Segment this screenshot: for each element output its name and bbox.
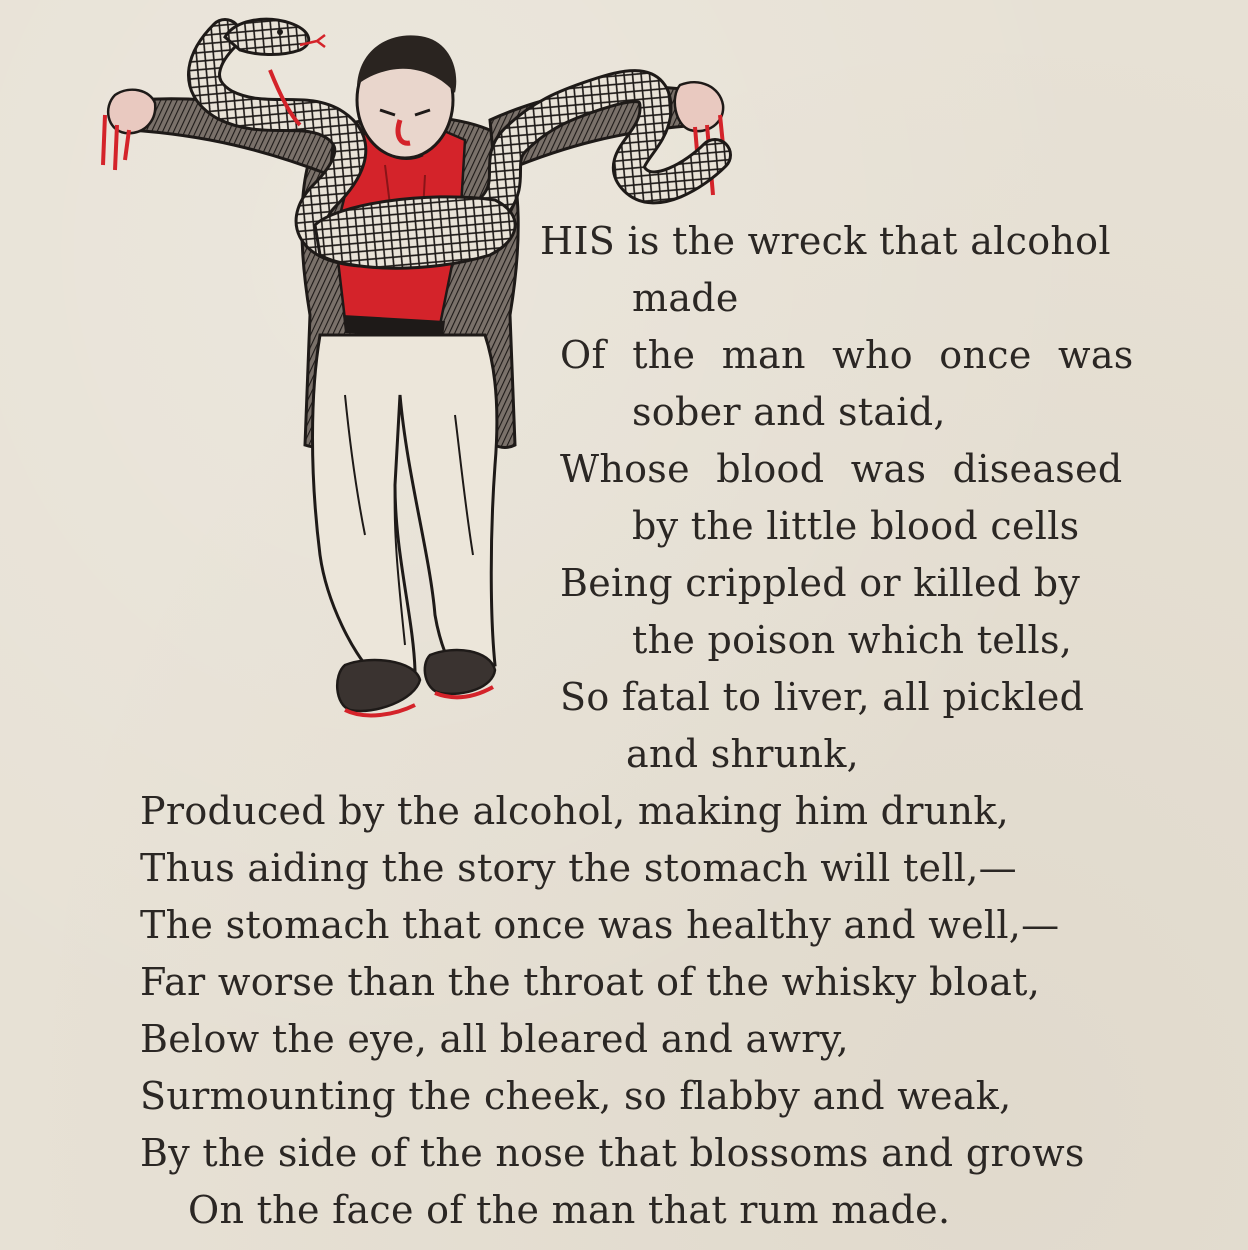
poem-line-16: Surmounting the cheek, so flabby and weak, <box>140 1074 1012 1118</box>
poem-line-2: made <box>632 276 739 320</box>
poem-line-14: Far worse than the throat of the whisky bloat, <box>140 960 1041 1004</box>
serpent-head <box>225 19 309 54</box>
poem-line-9: So fatal to liver, all pickled <box>560 675 1085 719</box>
left-shoe <box>337 660 420 711</box>
poem-line-13: The stomach that once was healthy and well,— <box>140 903 1060 947</box>
poem-line-11: Produced by the alcohol, making him drunk, <box>140 789 1010 833</box>
poem-line-7: Being crippled or killed by <box>560 561 1081 605</box>
poem-line-5: Whose blood was diseased <box>560 447 1123 491</box>
poem-line-8: the poison which tells, <box>632 618 1073 662</box>
trousers <box>313 335 497 675</box>
poem-line-18: On the face of the man that rum made. <box>188 1188 951 1232</box>
poem-line-3: Of the man who once was <box>560 333 1134 377</box>
poem-line-17: By the side of the nose that blossoms and grows <box>140 1131 1085 1175</box>
poem-line-12: Thus aiding the story the stomach will tell,— <box>140 846 1017 890</box>
poem-line-1: HIS is the wreck that alcohol <box>540 219 1111 263</box>
right-shoe <box>425 650 495 694</box>
poem-line-10: and shrunk, <box>626 732 860 776</box>
right-hand <box>675 82 723 131</box>
poem-line-6: by the little blood cells <box>632 504 1080 548</box>
poem-line-4: sober and staid, <box>632 390 946 434</box>
poem-line-15: Below the eye, all bleared and awry, <box>140 1017 849 1061</box>
